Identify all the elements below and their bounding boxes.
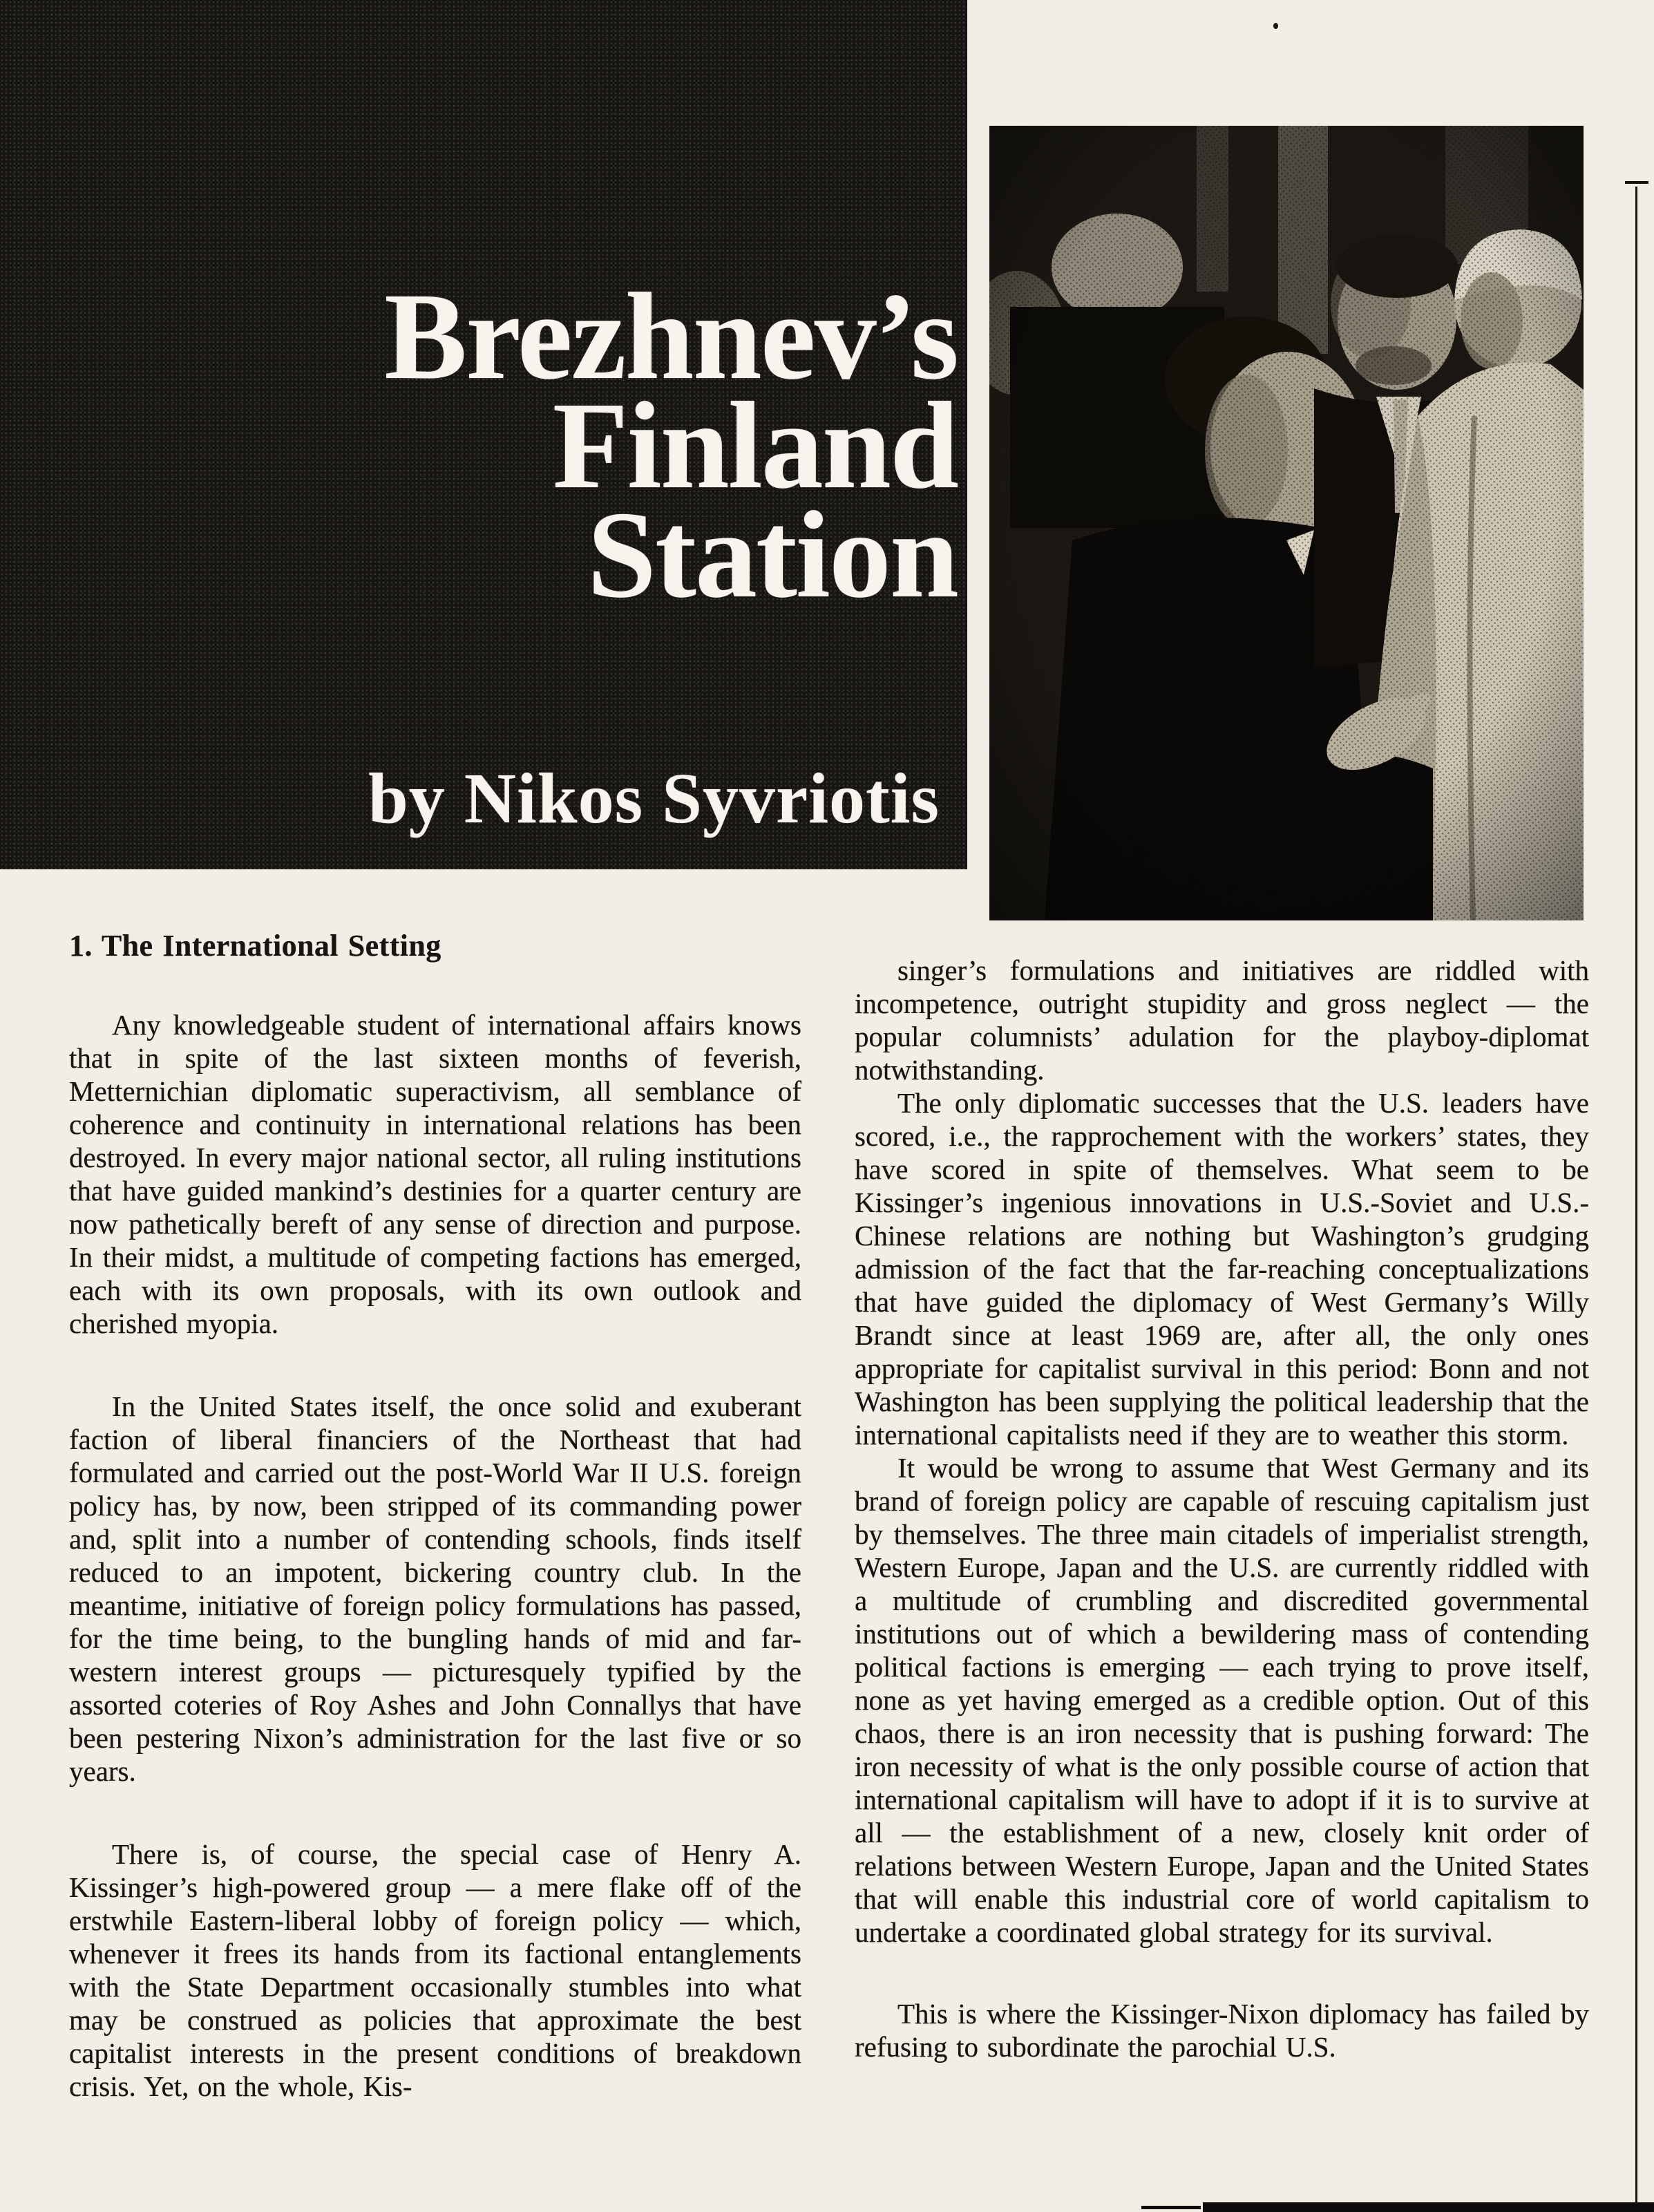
body-paragraph: The only diplomatic successes that the U.S. leaders have scored, i.e., the rapprochement with the workers’ states, they have scored in spite of themselves. What seem to be Kissinger’s ingenious innovations in U.S.-Soviet and U.S.-Chinese relations are nothing but Washington’s grudging admission of the fact that the far-reaching conceptualizations that have guided the diplomacy of West Germany’s Willy Brandt since at least 1969 are, after all, the only ones appropriate for capitalist survival in this period: Bonn and not Washington has been supplying the political leadership that the international capitalists need if they are to weather this storm. (855, 1087, 1589, 1450)
body-paragraph: It would be wrong to assume that West Germany and its brand of foreign policy are capable of rescuing capitalism just by themselves. The three main citadels of imperialist strength, Western Europe, Japan and the U.S. are currently riddled with a multitude of crumbling and discredited governmental institutions out of which a bewildering mass of contending political factions is emerging — each trying to prove itself, none as yet having emerged as a credible option. Out of this chaos, there is an iron necessity that is pushing forward: The iron necessity of what is the only possible course of action that international capitalism will have to adopt if it is to survive at all — the establishment of a new, closely knit order of relations between Western Europe, Japan and the United States that will enable this industrial core of world capitalism to undertake a coordinated global strategy for its survival. (855, 1452, 1589, 1948)
body-paragraph: This is where the Kissinger-Nixon diplomacy has failed by refusing to subordinate the parochial U.S. (855, 1998, 1589, 2063)
byline: by Nikos Syvriotis (368, 759, 940, 838)
scan-speck (1273, 23, 1278, 29)
left-column (69, 929, 801, 2103)
article-photo (989, 126, 1584, 920)
section-heading: 1. The International Setting (69, 929, 441, 963)
body-paragraph: Any knowledgeable student of international affairs knows that in spite of the last sixteen months of feverish, Metternichian diplomatic superactivism, all semblance of coherence and continuity in international relations has been destroyed. In every major national sector, all ruling institutions that have guided mankind’s destinies for a quarter century are now pathetically bereft of any sense of direction and purpose. In their midst, a multitude of competing factions has emerged, each with its own proposals, with its own outlook and cherished myopia. (69, 1009, 801, 1339)
scan-bottom-dash (1141, 2206, 1201, 2209)
body-paragraph: There is, of course, the special case of Henry A. Kissinger’s high-powered group — a mere flake off of the erstwhile Eastern-liberal lobby of foreign policy — which, whenever it frees its hands from its factional entanglements with the State Department occasionally stumbles into what may be construed as policies that approximate the best capitalist interests in the present conditions of breakdown crisis. Yet, on the whole, Kis- (69, 1838, 801, 2102)
title-line: Brezhnev’s (384, 267, 958, 405)
title-line: Finland (552, 377, 958, 514)
scan-edge-tick (1625, 181, 1648, 184)
right-column (855, 954, 1589, 2063)
title-block (0, 0, 967, 869)
scan-edge-line (1635, 187, 1637, 2212)
article-title (384, 267, 958, 623)
photo-halftone-illustration (989, 126, 1584, 920)
scan-bottom-bar (1203, 2202, 1654, 2212)
body-paragraph: singer’s formulations and initiatives are riddled with incompetence, outright stupidity and gross neglect — the popular columnists’ adulation for the playboy-diplomat notwithstanding. (855, 954, 1589, 1086)
body-paragraph: In the United States itself, the once solid and exuberant faction of liberal financiers of the Northeast that had formulated and carried out the post-World War II U.S. foreign policy has, by now, been stripped of its commanding power and, split into a number of contending schools, finds itself reduced to an impotent, bickering country club. In the meantime, initiative of foreign policy formulations has passed, for the time being, to the bungling hands of mid and far-western interest groups — picturesquely typified by the assorted coteries of Roy Ashes and John Connallys that have been pestering Nixon’s administration for the last five or so years. (69, 1390, 801, 1787)
title-line: Station (587, 486, 958, 623)
